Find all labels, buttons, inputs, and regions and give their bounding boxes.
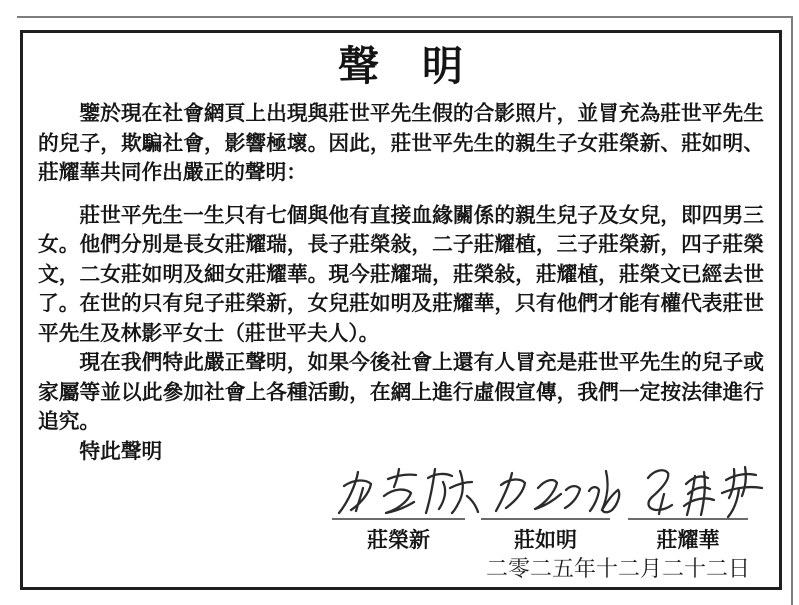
statement-paragraph-3: 現在我們特此嚴正聲明，如果今後社會上還有人冒充是莊世平先生的兒子或家屬等並以此參加社會上各種活動，在網上進行虛假宣傳，我們一定按法律進行追究。 xyxy=(38,351,764,433)
statement-content xyxy=(23,44,779,581)
statement-paragraph-2: 莊世平先生一生只有七個與他有直接血緣關係的親生兒子及女兒，即四男三女。他們分別是長女莊耀瑞，長子莊榮敍，二子莊耀植，三子莊榮新，四子莊榮文，二女莊如明及細女莊耀華。現今莊耀瑞，莊榮敍，莊耀植，莊榮文已經去世了。在世的只有兒子莊榮新，女兒莊如明及莊耀華，只有他們才能有權代表莊世平先生及林影平女士（莊世平夫人）。 xyxy=(38,203,764,345)
statement-title: 聲 明 xyxy=(338,43,464,89)
statement-closing-line: 特此聲明 xyxy=(79,439,163,463)
signature-autograph-2 xyxy=(494,466,620,518)
signature-column-2 xyxy=(481,466,610,554)
signature-name-2: 莊如明 xyxy=(481,518,610,554)
signature-autograph-3 xyxy=(642,466,768,518)
signature-name-1: 莊榮新 xyxy=(332,518,465,554)
statement-paragraph-1: 鑒於現在社會網頁上出現與莊世平先生假的合影照片，並冒充為莊世平先生的兒子，欺騙社會，影響極壞。因此，莊世平先生的親生子女莊榮新、莊如明、莊耀華共同作出嚴正的聲明： xyxy=(38,102,764,184)
signature-column-3 xyxy=(628,466,748,554)
page-rule-right xyxy=(791,16,793,605)
signature-column-1 xyxy=(332,466,465,554)
signature-block xyxy=(38,466,764,552)
page-rule-top xyxy=(17,16,793,18)
statement-date: 二零二五年十二月二十二日 xyxy=(485,556,750,581)
signature-autograph-1 xyxy=(336,466,481,518)
signature-name-3: 莊耀華 xyxy=(628,518,748,554)
statement-box xyxy=(20,30,782,590)
